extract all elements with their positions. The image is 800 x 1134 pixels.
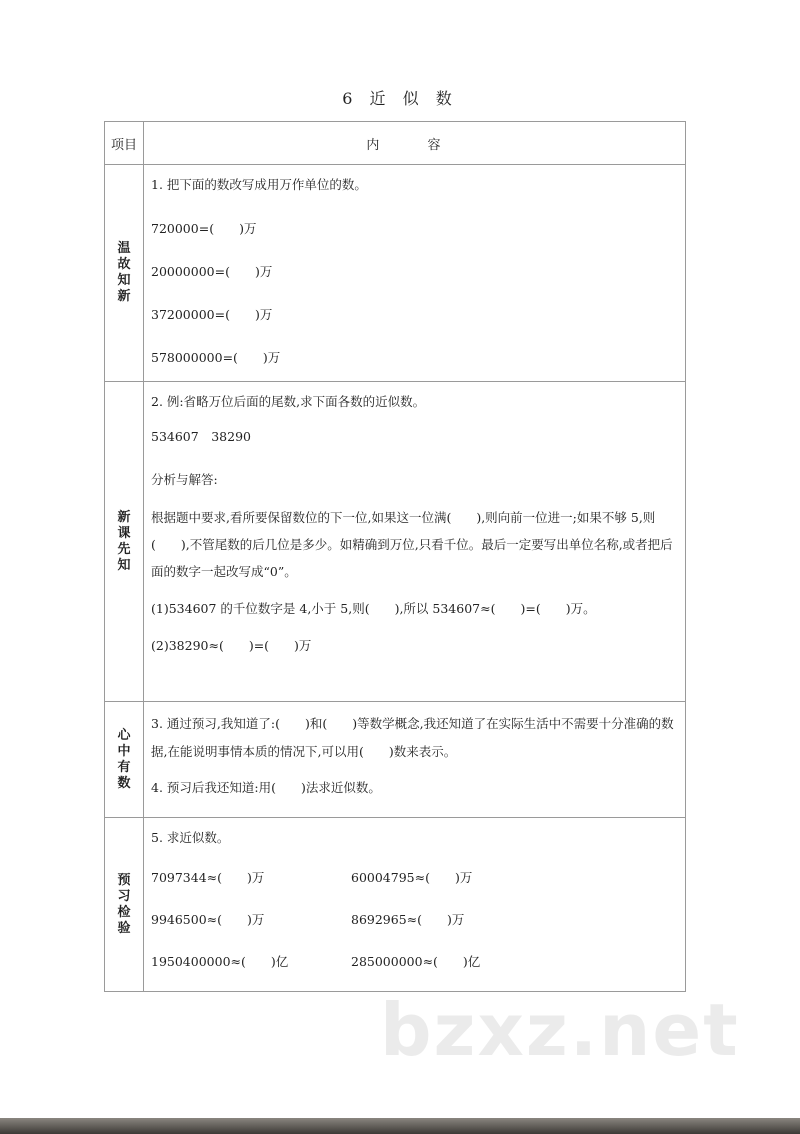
section-content-check	[144, 818, 686, 992]
exercise-row	[151, 952, 677, 972]
section-review	[105, 165, 686, 382]
section-preview	[105, 382, 686, 702]
section-content-summary	[144, 702, 686, 818]
section-check	[105, 818, 686, 992]
section-summary	[105, 702, 686, 818]
exercise-row	[151, 910, 677, 930]
section-label-summary: 心 中 有 数	[105, 702, 144, 818]
section-label-preview: 新 课 先 知	[105, 382, 144, 702]
question-1: 1. 把下面的数改写成用万作单位的数。	[151, 177, 367, 192]
exercise-right: 60004795≈( )万	[351, 870, 473, 885]
analysis-heading: 分析与解答:	[151, 472, 218, 487]
question-4: 4. 预习后我还知道:用( )法求近似数。	[151, 780, 381, 795]
analysis-step-1: (1)534607 的千位数字是 4,小于 5,则( ),所以 534607≈( )=( )万。	[151, 601, 596, 616]
exercise-right: 285000000≈( )亿	[351, 954, 481, 969]
page-title: 6 近 似 数	[342, 89, 458, 108]
exercise-row	[151, 868, 677, 888]
answer-line: 578000000=( )万	[151, 350, 281, 365]
question-2: 2. 例:省略万位后面的尾数,求下面各数的近似数。	[151, 394, 426, 409]
exercise-left: 7097344≈( )万	[151, 870, 265, 885]
section-content-review	[144, 165, 686, 382]
exercise-left: 1950400000≈( )亿	[151, 954, 289, 969]
section-content-preview	[144, 382, 686, 702]
example-numbers: 534607 38290	[151, 429, 251, 444]
watermark: bzxz.net	[380, 988, 740, 1072]
section-label-review: 温 故 知 新	[105, 165, 144, 382]
bottom-edge	[0, 1118, 800, 1134]
question-5: 5. 求近似数。	[151, 830, 230, 845]
question-3: 3. 通过预习,我知道了:( )和( )等数学概念,我还知道了在实际生活中不需要十分准确的数据,在能说明事情本质的情况下,可以用( )数来表示。	[151, 716, 674, 759]
section-label-check: 预 习 检 验	[105, 818, 144, 992]
header-item: 项目	[105, 122, 144, 165]
answer-line: 720000=( )万	[151, 221, 257, 236]
answer-line: 37200000=( )万	[151, 307, 273, 322]
answer-line: 20000000=( )万	[151, 264, 273, 279]
analysis-step-2: (2)38290≈( )=( )万	[151, 638, 312, 653]
header-row	[105, 122, 686, 165]
exercise-right: 8692965≈( )万	[351, 912, 465, 927]
exercise-left: 9946500≈( )万	[151, 912, 265, 927]
header-content: 内 容	[144, 122, 686, 165]
analysis-text: 根据题中要求,看所要保留数位的下一位,如果这一位满( ),则向前一位进一;如果不够 5,则( ),不管尾数的后几位是多少。如精确到万位,只看千位。最后一定要写出单位名称,或者把后面的数字一起改写成“0”。	[151, 510, 673, 579]
worksheet-table	[104, 121, 686, 992]
